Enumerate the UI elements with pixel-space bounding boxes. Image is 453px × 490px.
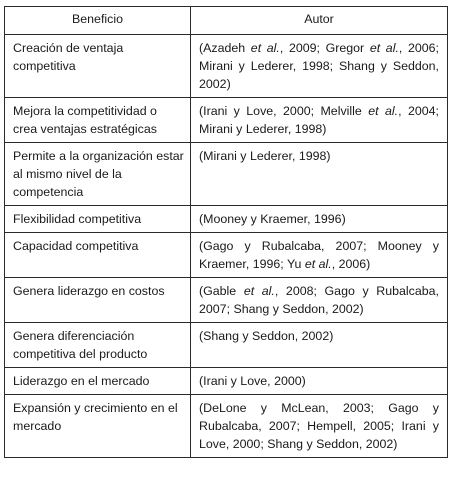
citation-text: (Mirani y Lederer, 1998)	[199, 149, 331, 163]
autor-cell	[191, 143, 448, 206]
table-body	[5, 35, 448, 458]
citation-text: (Irani y Love, 2000)	[199, 374, 306, 388]
citation-text: (Gable	[199, 284, 244, 298]
beneficio-cell: Genera diferenciación competitiva del producto	[5, 323, 191, 368]
table-row	[5, 143, 448, 206]
citation-text: (DeLone y McLean, 2003; Gago y Rubalcaba, 2007; Hempell, 2005; Irani y Love, 2000; Shang y Seddon, 2002)	[199, 401, 439, 451]
benefits-table-container	[4, 6, 447, 458]
citation-text: (Irani y Love, 2000; Melville	[199, 104, 369, 118]
header-beneficio: Beneficio	[5, 7, 191, 35]
table-row	[5, 278, 448, 323]
beneficio-cell: Expansión y crecimiento en el mercado	[5, 395, 191, 458]
table-header-row	[5, 7, 448, 35]
citation-text: , 2006)	[331, 257, 371, 271]
header-autor: Autor	[191, 7, 448, 35]
beneficio-cell: Flexibilidad competitiva	[5, 206, 191, 233]
citation-text: , 2009; Gregor	[279, 41, 370, 55]
autor-cell	[191, 233, 448, 278]
autor-cell	[191, 395, 448, 458]
et-al-text: et al.	[369, 41, 399, 55]
et-al-text: et al.	[304, 257, 332, 271]
autor-cell	[191, 98, 448, 143]
table-row	[5, 206, 448, 233]
citation-text: (Azadeh	[199, 41, 251, 55]
citation-text: (Gago y Rubalcaba, 2007; Mooney y Kraemer, 1996; Yu	[199, 239, 439, 271]
et-al-text: et al.	[243, 284, 275, 298]
beneficio-cell: Genera liderazgo en costos	[5, 278, 191, 323]
et-al-text: et al.	[250, 41, 280, 55]
benefits-table	[4, 6, 448, 458]
et-al-text: et al.	[368, 104, 399, 118]
citation-text: (Mooney y Kraemer, 1996)	[199, 212, 346, 226]
beneficio-cell: Permite a la organización estar al mismo nivel de la competencia	[5, 143, 191, 206]
beneficio-cell: Creación de ventaja competitiva	[5, 35, 191, 98]
beneficio-cell: Capacidad competitiva	[5, 233, 191, 278]
autor-cell	[191, 35, 448, 98]
table-row	[5, 395, 448, 458]
autor-cell	[191, 206, 448, 233]
table-row	[5, 35, 448, 98]
autor-cell	[191, 323, 448, 368]
autor-cell	[191, 368, 448, 395]
citation-text: , 2006; Mirani y Lederer, 1998; Shang y Seddon, 2002)	[199, 41, 439, 91]
autor-cell	[191, 278, 448, 323]
citation-text: , 2008; Gago y Rubalcaba, 2007; Shang y Seddon, 2002)	[199, 284, 439, 316]
table-row	[5, 98, 448, 143]
citation-text: , 2004; Mirani y Lederer, 1998)	[199, 104, 439, 136]
citation-text: (Shang y Seddon, 2002)	[199, 329, 334, 343]
beneficio-cell: Mejora la competitividad o crea ventajas estratégicas	[5, 98, 191, 143]
table-row	[5, 368, 448, 395]
table-row	[5, 323, 448, 368]
table-row	[5, 233, 448, 278]
beneficio-cell: Liderazgo en el mercado	[5, 368, 191, 395]
